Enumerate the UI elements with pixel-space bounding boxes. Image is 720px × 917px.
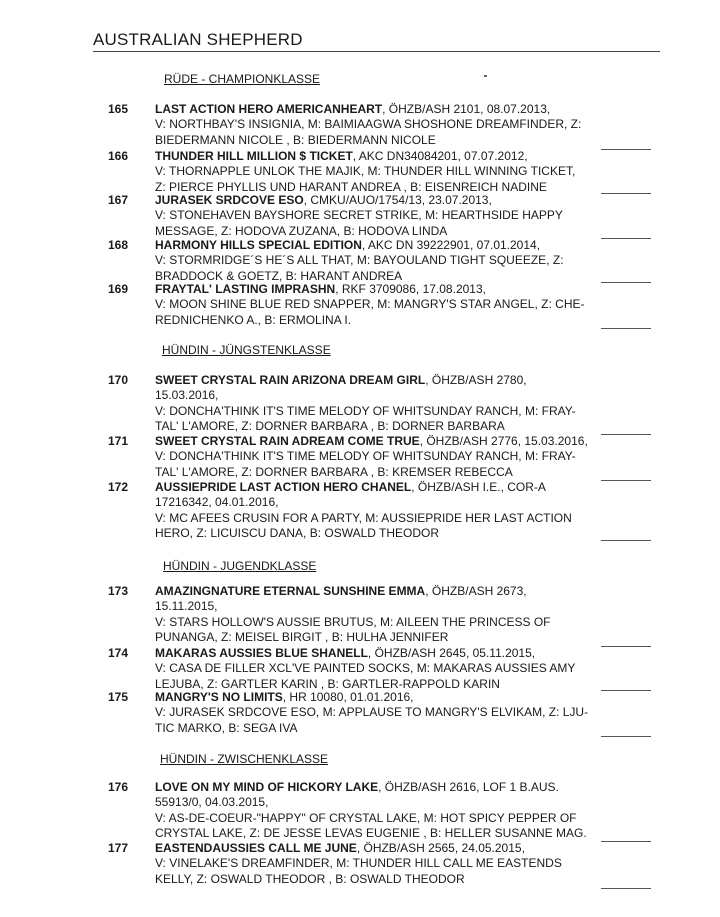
catalog-entry <box>93 149 603 195</box>
catalog-entry <box>93 238 603 284</box>
catalog-entry <box>93 584 603 645</box>
catalog-entry <box>93 373 603 434</box>
entry-detail-line: REDNICHENKO A., B: ERMOLINA I. <box>155 312 352 327</box>
entry-number: 167 <box>108 193 129 207</box>
entry-detail-line: V: VINELAKE'S DREAMFINDER, M: THUNDER HILL CALL ME EASTENDS <box>155 856 562 871</box>
catalog-entry <box>93 646 603 692</box>
entry-detail-line: CRYSTAL LAKE, Z: DE JESSE LEVAS EUGENIE , B: HELLER SUSANNE MAG. <box>155 825 587 840</box>
entry-detail-line: 15.03.2016, <box>155 388 219 403</box>
dog-name: EASTENDAUSSIES CALL ME JUNE <box>155 841 357 855</box>
rating-blank-line <box>601 736 651 737</box>
catalog-entry <box>93 434 603 480</box>
entry-detail-line: V: STARS HOLLOW'S AUSSIE BRUTUS, M: AILEEN THE PRINCESS OF <box>155 614 551 629</box>
entry-detail-line: V: STORMRIDGE´S HE´S ALL THAT, M: BAYOULAND TIGHT SQUEEZE, Z: <box>155 253 564 268</box>
entry-detail-line: TIC MARKO, B: SEGA IVA <box>155 720 298 735</box>
scan-speck <box>484 75 487 77</box>
registration-info: , AKC DN 39222901, 07.01.2014, <box>361 238 541 252</box>
entry-first-line <box>155 434 603 449</box>
entry-number: 168 <box>108 238 129 252</box>
rating-blank-line <box>601 540 651 541</box>
registration-info: , ÖHZB/ASH 2616, LOF 1 B.AUS. <box>378 780 559 794</box>
entry-first-line <box>155 193 603 208</box>
rating-blank-line <box>601 193 651 194</box>
entry-detail-line: KELLY, Z: OSWALD THEODOR , B: OSWALD THEODOR <box>155 871 465 886</box>
dog-name: HARMONY HILLS SPECIAL EDITION <box>155 238 362 252</box>
entry-detail-line: 55913/0, 04.03.2015, <box>155 795 269 810</box>
catalog-entry <box>93 480 603 541</box>
entry-number: 173 <box>108 584 129 598</box>
rating-blank-line <box>601 434 651 435</box>
entry-detail-line: Z: PIERCE PHYLLIS UND HARANT ANDREA , B: EISENREICH NADINE <box>155 179 547 194</box>
entry-detail-line: V: NORTHBAY'S INSIGNIA, M: BAIMIAAGWA SHOSHONE DREAMFINDER, Z: <box>155 117 582 132</box>
entry-body <box>155 690 603 736</box>
entry-first-line <box>155 282 603 297</box>
registration-info: , ÖHZB/ASH 2565, 24.05.2015, <box>356 841 525 855</box>
entry-number: 171 <box>108 434 129 448</box>
entry-detail-line: PUNANGA, Z: MEISEL BIRGIT , B: HULHA JENNIFER <box>155 629 449 644</box>
entry-detail-line: BIEDERMANN NICOLE , B: BIEDERMANN NICOLE <box>155 132 436 147</box>
entry-detail-line: V: MC AFEES CRUSIN FOR A PARTY, M: AUSSIEPRIDE HER LAST ACTION <box>155 510 572 525</box>
entry-first-line <box>155 780 603 795</box>
dog-name: MANGRY'S NO LIMITS <box>155 690 283 704</box>
rating-blank-line <box>601 480 651 481</box>
rating-blank-line <box>601 646 651 647</box>
entry-detail-line: TAL' L'AMORE, Z: DORNER BARBARA , B: DORNER BARBARA <box>155 418 505 433</box>
entry-number: 165 <box>108 102 129 116</box>
entry-first-line <box>155 238 603 253</box>
entry-body <box>155 102 603 148</box>
class-heading: HÜNDIN - ZWISCHENKLASSE <box>160 752 329 766</box>
entry-detail-line: 17216342, 04.01.2016, <box>155 495 279 510</box>
registration-info: , AKC DN34084201, 07.07.2012, <box>352 149 528 163</box>
dog-name: THUNDER HILL MILLION $ TICKET <box>155 149 353 163</box>
entry-number: 170 <box>108 373 129 387</box>
catalog-entry <box>93 690 603 736</box>
entry-number: 174 <box>108 646 129 660</box>
dog-name: SWEET CRYSTAL RAIN ADREAM COME TRUE <box>155 434 420 448</box>
dog-name: AMAZINGNATURE ETERNAL SUNSHINE EMMA <box>155 584 426 598</box>
catalog-entry <box>93 193 603 239</box>
entry-detail-line: V: JURASEK SRDCOVE ESO, M: APPLAUSE TO MANGRY'S ELVIKAM, Z: LJU- <box>155 705 589 720</box>
entry-number: 175 <box>108 690 129 704</box>
rating-blank-line <box>601 841 651 842</box>
rating-blank-line <box>601 282 651 283</box>
entry-detail-line: V: DONCHA'THINK IT'S TIME MELODY OF WHITSUNDAY RANCH, M: FRAY- <box>155 449 576 464</box>
entry-body <box>155 193 603 239</box>
dog-name: AUSSIEPRIDE LAST ACTION HERO CHANEL <box>155 480 412 494</box>
entry-first-line <box>155 841 603 856</box>
entry-first-line <box>155 373 603 388</box>
rating-blank-line <box>601 149 651 150</box>
entry-number: 176 <box>108 780 129 794</box>
catalog-entry <box>93 102 603 148</box>
entry-detail-line: V: DONCHA'THINK IT'S TIME MELODY OF WHITSUNDAY RANCH, M: FRAY- <box>155 403 576 418</box>
page-title: AUSTRALIAN SHEPHERD <box>93 30 303 49</box>
entry-detail-line: V: AS-DE-COEUR-"HAPPY" OF CRYSTAL LAKE, M: HOT SPICY PEPPER OF <box>155 810 577 825</box>
registration-info: , HR 10080, 01.01.2016, <box>282 690 414 704</box>
dog-name: JURASEK SRDCOVE ESO <box>155 193 304 207</box>
rating-blank-line <box>601 328 651 329</box>
registration-info: , CMKU/AUO/1754/13, 23.07.2013, <box>303 193 492 207</box>
catalog-entry <box>93 841 603 887</box>
entry-first-line <box>155 102 603 117</box>
entry-detail-line: MESSAGE, Z: HODOVA ZUZANA, B: HODOVA LINDA <box>155 223 448 238</box>
entry-detail-line: BRADDOCK & GOETZ, B: HARANT ANDREA <box>155 268 403 283</box>
dog-name: LAST ACTION HERO AMERICANHEART <box>155 102 383 116</box>
entry-body <box>155 373 603 434</box>
dog-name: FRAYTAL' LASTING IMPRASHN <box>155 282 336 296</box>
catalog-entry <box>93 780 603 841</box>
entry-detail-line: V: MOON SHINE BLUE RED SNAPPER, M: MANGRY'S STAR ANGEL, Z: CHE- <box>155 297 585 312</box>
registration-info: , ÖHZB/ASH I.E., COR-A <box>411 480 546 494</box>
entry-first-line <box>155 149 603 164</box>
entry-body <box>155 584 603 645</box>
class-heading: HÜNDIN - JÜNGSTENKLASSE <box>162 343 331 357</box>
catalog-entry <box>93 282 603 328</box>
entry-first-line <box>155 690 603 705</box>
rating-blank-line <box>601 888 651 889</box>
dog-name: SWEET CRYSTAL RAIN ARIZONA DREAM GIRL <box>155 373 426 387</box>
entry-body <box>155 841 603 887</box>
entry-detail-line: LEJUBA, Z: GARTLER KARIN , B: GARTLER-RAPPOLD KARIN <box>155 676 500 691</box>
entry-body <box>155 646 603 692</box>
entry-number: 169 <box>108 282 129 296</box>
class-heading: HÜNDIN - JUGENDKLASSE <box>163 559 317 573</box>
entry-detail-line: V: STONEHAVEN BAYSHORE SECRET STRIKE, M: HEARTHSIDE HAPPY <box>155 208 563 223</box>
entry-body <box>155 480 603 541</box>
class-heading: RÜDE - CHAMPIONKLASSE <box>164 72 321 86</box>
entry-first-line <box>155 584 603 599</box>
entry-body <box>155 434 603 480</box>
registration-info: , ÖHZB/ASH 2645, 05.11.2015, <box>367 646 536 660</box>
entry-body <box>155 780 603 841</box>
dog-name: LOVE ON MY MIND OF HICKORY LAKE <box>155 780 379 794</box>
entry-body <box>155 149 603 195</box>
entry-number: 177 <box>108 841 129 855</box>
entry-body <box>155 282 603 328</box>
entry-body <box>155 238 603 284</box>
registration-info: , RKF 3709086, 17.08.2013, <box>335 282 486 296</box>
entry-number: 166 <box>108 149 129 163</box>
registration-info: , ÖHZB/ASH 2780, <box>425 373 527 387</box>
entry-number: 172 <box>108 480 129 494</box>
entry-detail-line: 15.11.2015, <box>155 599 218 614</box>
entry-first-line <box>155 480 603 495</box>
rating-blank-line <box>601 238 651 239</box>
title-divider <box>93 51 660 52</box>
registration-info: , ÖHZB/ASH 2101, 08.07.2013, <box>382 102 551 116</box>
entry-detail-line: TAL' L'AMORE, Z: DORNER BARBARA , B: KREMSER REBECCA <box>155 464 513 479</box>
rating-blank-line <box>601 690 651 691</box>
entry-first-line <box>155 646 603 661</box>
registration-info: , ÖHZB/ASH 2776, 15.03.2016, <box>419 434 588 448</box>
registration-info: , ÖHZB/ASH 2673, <box>425 584 527 598</box>
entry-detail-line: V: THORNAPPLE UNLOK THE MAJIK, M: THUNDER HILL WINNING TICKET, <box>155 164 576 179</box>
dog-name: MAKARAS AUSSIES BLUE SHANELL <box>155 646 368 660</box>
entry-detail-line: HERO, Z: LICUISCU DANA, B: OSWALD THEODOR <box>155 525 440 540</box>
entry-detail-line: V: CASA DE FILLER XCL'VE PAINTED SOCKS, M: MAKARAS AUSSIES AMY <box>155 661 576 676</box>
